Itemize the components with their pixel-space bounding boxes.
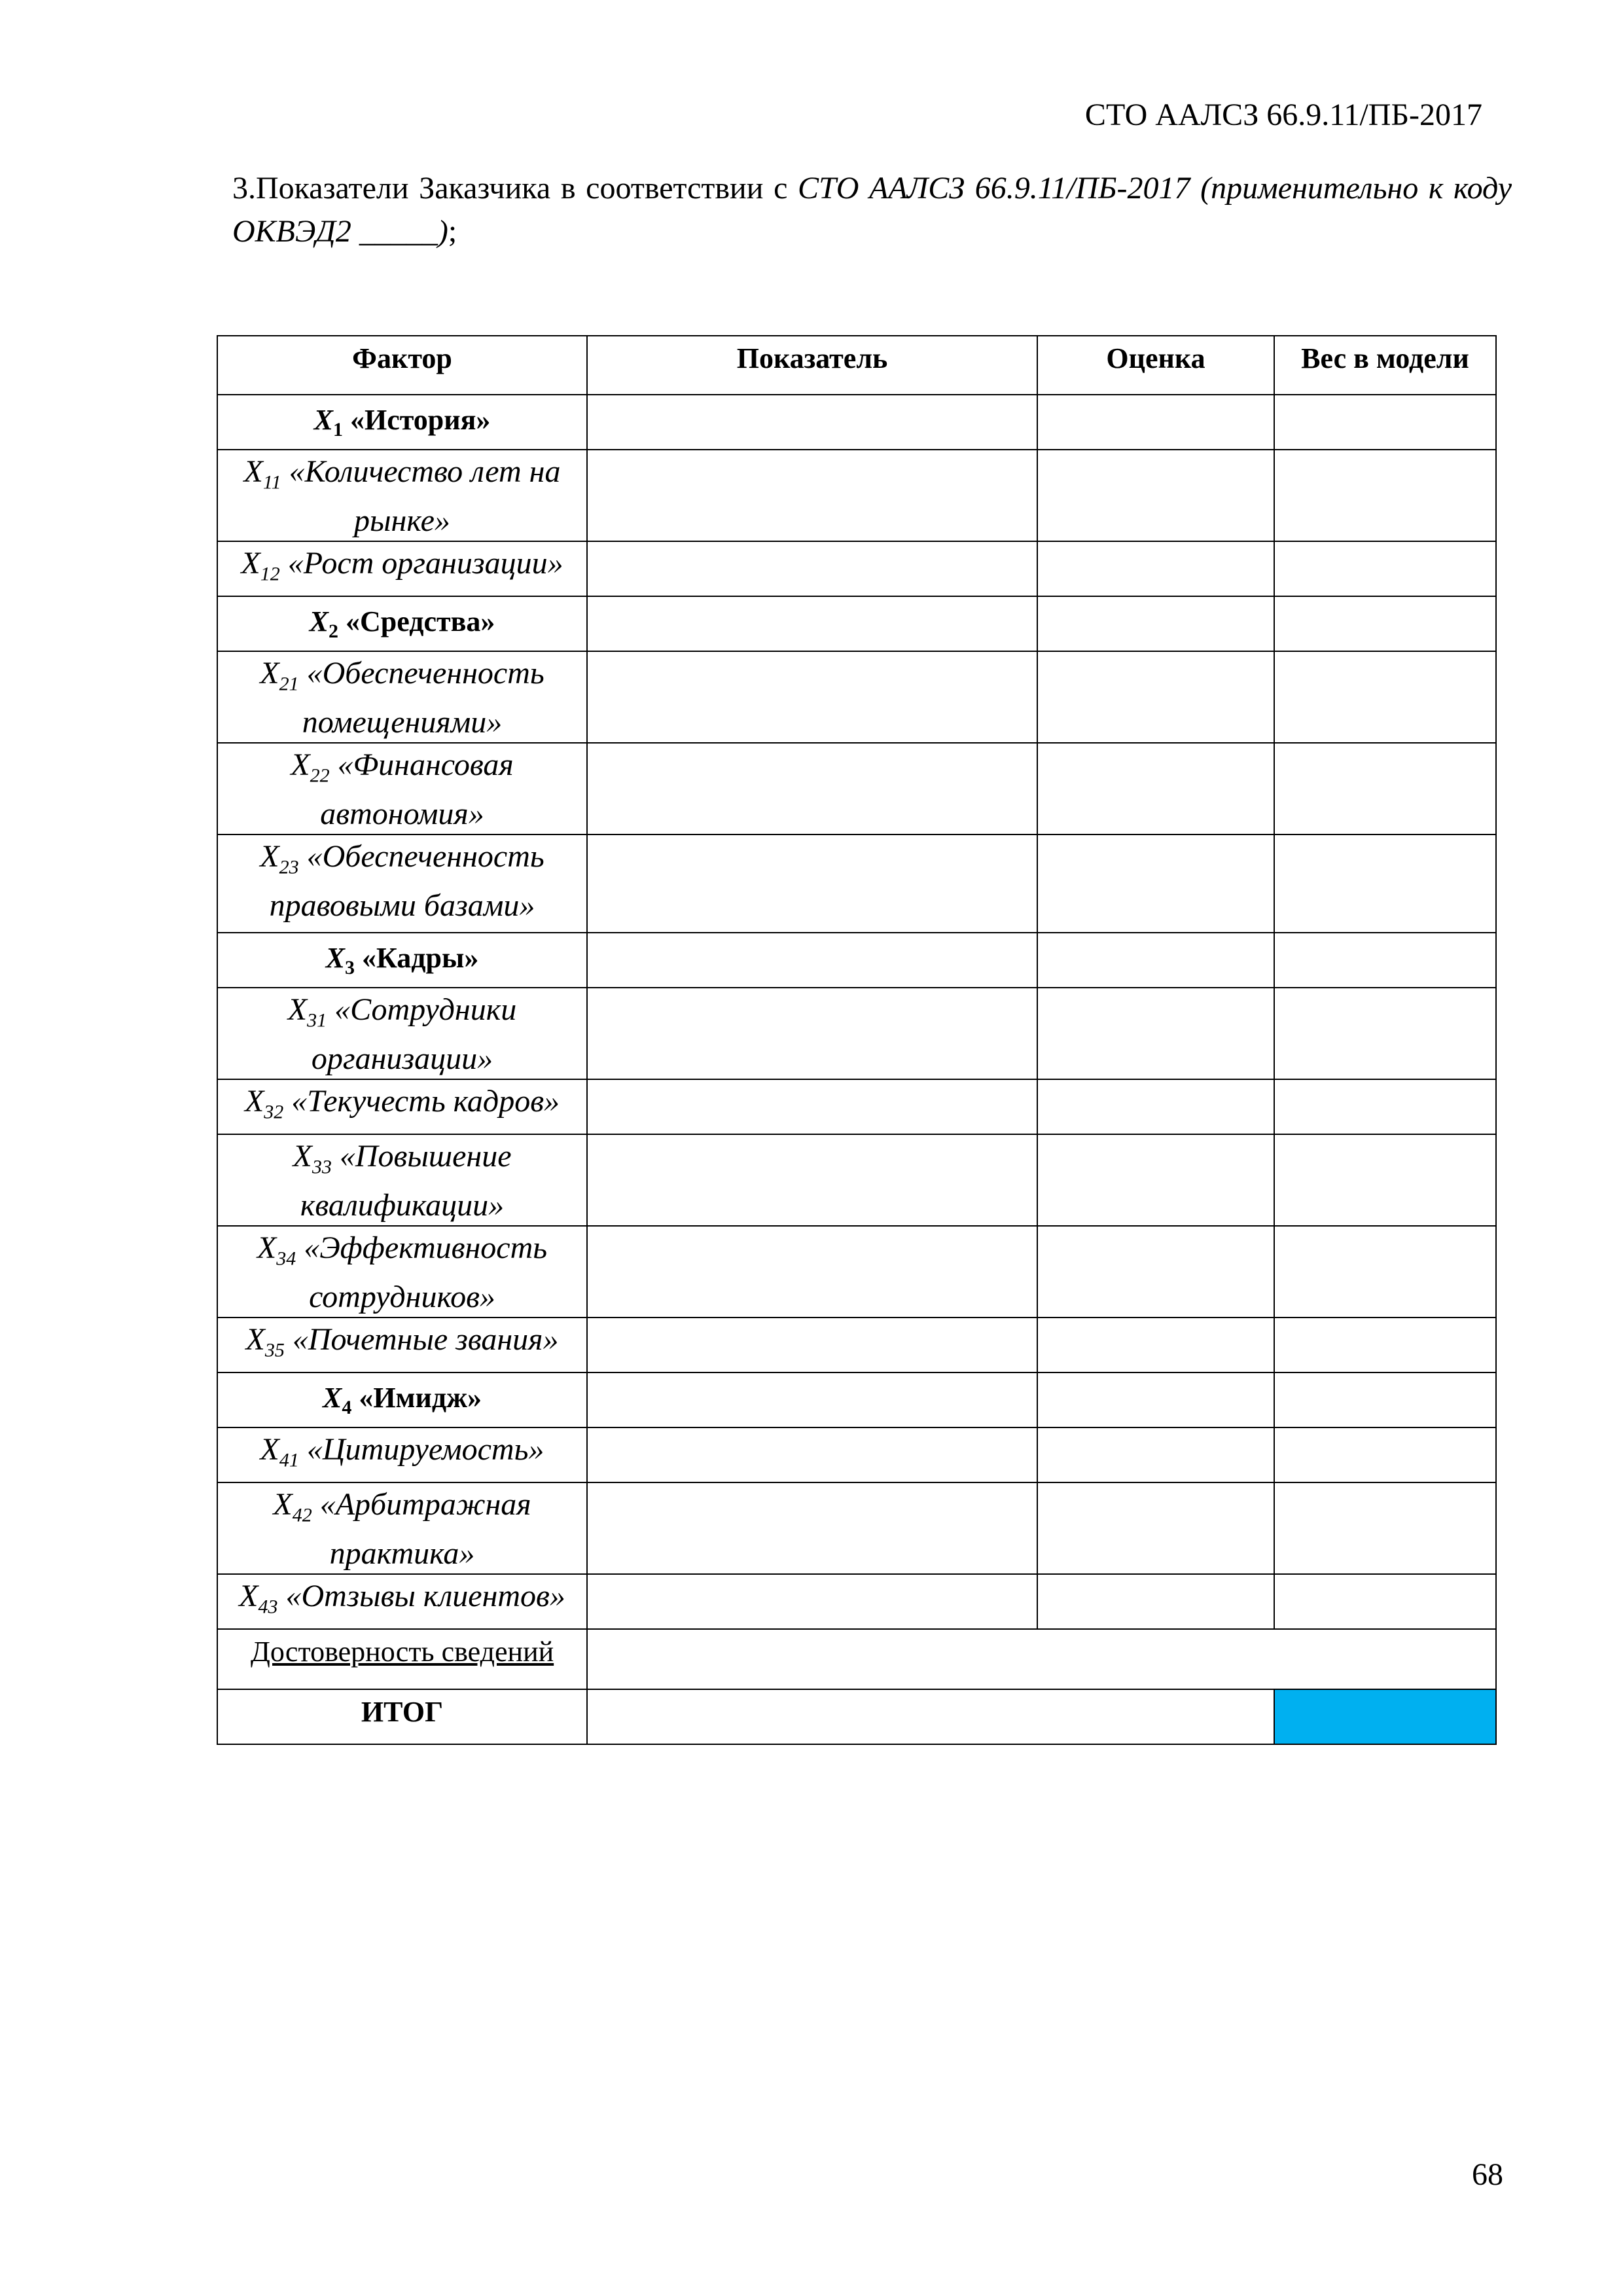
factor-cell: $X_4$ «Имидж» [217, 1372, 587, 1427]
reliability-label: Достоверность сведений [217, 1629, 587, 1689]
factor-cell: $X_3$ «Кадры» [217, 933, 587, 988]
weight-cell[interactable] [1274, 933, 1496, 988]
factor-cell: $X_{11}$ «Количество лет на рынке» [217, 450, 587, 541]
document-code: СТО ААЛСЗ 66.9.11/ПБ-2017 [1084, 98, 1482, 132]
total-weight-cell[interactable] [1274, 1689, 1496, 1744]
indicator-cell[interactable] [587, 651, 1037, 743]
weight-cell[interactable] [1274, 395, 1496, 450]
score-cell[interactable] [1037, 1574, 1274, 1629]
indicator-cell[interactable] [587, 596, 1037, 651]
score-cell[interactable] [1037, 1318, 1274, 1372]
indicator-cell[interactable] [587, 834, 1037, 933]
table-row [217, 1482, 1496, 1574]
total-row [217, 1689, 1496, 1744]
score-cell[interactable] [1037, 1427, 1274, 1482]
weight-cell[interactable] [1274, 596, 1496, 651]
weight-cell[interactable] [1274, 1427, 1496, 1482]
factor-cell: $X_{22}$ «Финансовая автономия» [217, 743, 587, 834]
score-cell[interactable] [1037, 933, 1274, 988]
score-cell[interactable] [1037, 1482, 1274, 1574]
score-cell[interactable] [1037, 450, 1274, 541]
score-cell[interactable] [1037, 651, 1274, 743]
table-header-row [217, 336, 1496, 395]
indicator-cell[interactable] [587, 1482, 1037, 1574]
factor-cell: $X_{32}$ «Текучесть кадров» [217, 1079, 587, 1134]
table-row [217, 1574, 1496, 1629]
factor-cell: $X_{35}$ «Почетные звания» [217, 1318, 587, 1372]
indicator-cell[interactable] [587, 1226, 1037, 1318]
factor-cell: $X_{43}$ «Отзывы клиентов» [217, 1574, 587, 1629]
score-cell[interactable] [1037, 1372, 1274, 1427]
table-row [217, 541, 1496, 596]
factor-cell: $X_{33}$ «Повышение квалификации» [217, 1134, 587, 1226]
score-cell[interactable] [1037, 743, 1274, 834]
table-row [217, 450, 1496, 541]
factor-cell: $X_{41}$ «Цитируемость» [217, 1427, 587, 1482]
intro-suffix: ; [448, 214, 457, 249]
indicator-cell[interactable] [587, 1574, 1037, 1629]
factor-cell: $X_{21}$ «Обеспеченность помещениями» [217, 651, 587, 743]
weight-cell[interactable] [1274, 450, 1496, 541]
table-row [217, 651, 1496, 743]
score-cell[interactable] [1037, 834, 1274, 933]
indicator-cell[interactable] [587, 450, 1037, 541]
weight-cell[interactable] [1274, 1318, 1496, 1372]
table-row [217, 988, 1496, 1079]
factor-cell: $X_{42}$ «Арбитражная практика» [217, 1482, 587, 1574]
intro-standard: СТО ААЛСЗ 66.9.11/ПБ-2017 (применительно к коду ОКВЭД2 _____) [232, 171, 1512, 249]
indicator-cell[interactable] [587, 988, 1037, 1079]
factor-cell: $X_{23}$ «Обеспеченность правовыми базами» [217, 834, 587, 933]
total-value-cell[interactable] [587, 1689, 1274, 1744]
table-row [217, 743, 1496, 834]
weight-cell[interactable] [1274, 1079, 1496, 1134]
indicator-cell[interactable] [587, 1134, 1037, 1226]
weight-cell[interactable] [1274, 651, 1496, 743]
factor-cell: $X_{34}$ «Эффективность сотрудников» [217, 1226, 587, 1318]
indicator-cell[interactable] [587, 933, 1037, 988]
indicator-cell[interactable] [587, 1372, 1037, 1427]
table-row-group [217, 1372, 1496, 1427]
indicator-cell[interactable] [587, 1427, 1037, 1482]
indicator-cell[interactable] [587, 1318, 1037, 1372]
factor-cell: $X_{12}$ «Рост организации» [217, 541, 587, 596]
factor-cell: $X_{31}$ «Сотрудники организации» [217, 988, 587, 1079]
total-label: ИТОГ [217, 1689, 587, 1744]
weight-cell[interactable] [1274, 1482, 1496, 1574]
table-row-group [217, 596, 1496, 651]
weight-cell[interactable] [1274, 1372, 1496, 1427]
intro-paragraph [232, 167, 1512, 253]
weight-cell[interactable] [1274, 834, 1496, 933]
indicator-cell[interactable] [587, 541, 1037, 596]
header-weight: Вес в модели [1274, 336, 1496, 395]
table-row [217, 1134, 1496, 1226]
page-number: 68 [1472, 2157, 1503, 2192]
indicator-cell[interactable] [587, 1079, 1037, 1134]
indicator-cell[interactable] [587, 743, 1037, 834]
reliability-value-cell[interactable] [587, 1629, 1496, 1689]
weight-cell[interactable] [1274, 541, 1496, 596]
score-cell[interactable] [1037, 1079, 1274, 1134]
factor-cell: $X_1$ «История» [217, 395, 587, 450]
table-row-group [217, 933, 1496, 988]
weight-cell[interactable] [1274, 988, 1496, 1079]
weight-cell[interactable] [1274, 743, 1496, 834]
table-row-group [217, 395, 1496, 450]
header-score: Оценка [1037, 336, 1274, 395]
indicators-table [217, 335, 1497, 1745]
header-factor: Фактор [217, 336, 587, 395]
weight-cell[interactable] [1274, 1574, 1496, 1629]
score-cell[interactable] [1037, 395, 1274, 450]
table-row [217, 1226, 1496, 1318]
indicator-cell[interactable] [587, 395, 1037, 450]
weight-cell[interactable] [1274, 1226, 1496, 1318]
table-row [217, 834, 1496, 933]
reliability-row [217, 1629, 1496, 1689]
score-cell[interactable] [1037, 541, 1274, 596]
score-cell[interactable] [1037, 1134, 1274, 1226]
header-indicator: Показатель [587, 336, 1037, 395]
table-row [217, 1427, 1496, 1482]
intro-prefix: 3.Показатели Заказчика в соответствии с [232, 171, 798, 206]
factor-cell: $X_2$ «Средства» [217, 596, 587, 651]
table-row [217, 1318, 1496, 1372]
score-cell[interactable] [1037, 1226, 1274, 1318]
score-cell[interactable] [1037, 988, 1274, 1079]
weight-cell[interactable] [1274, 1134, 1496, 1226]
score-cell[interactable] [1037, 596, 1274, 651]
table-row [217, 1079, 1496, 1134]
